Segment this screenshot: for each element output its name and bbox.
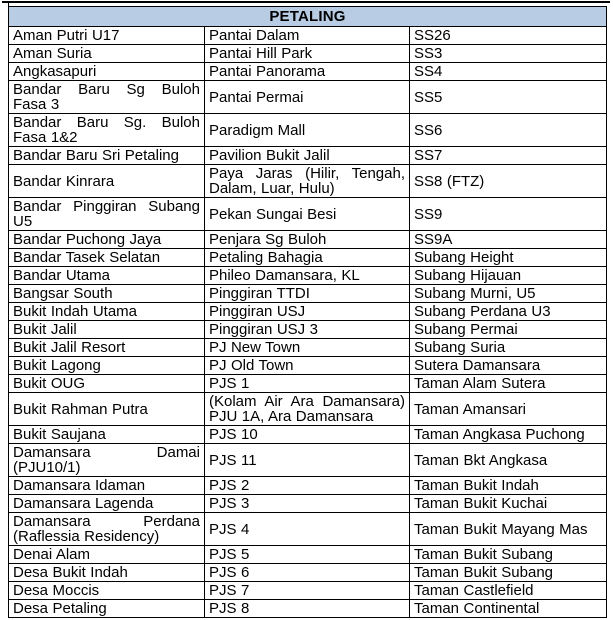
table-cell: Subang Murni, U5 xyxy=(410,285,607,303)
table-cell: Denai Alam xyxy=(9,546,205,564)
table-row xyxy=(9,582,607,600)
table-cell: Pantai Panorama xyxy=(205,63,410,81)
table-row xyxy=(9,303,607,321)
table-cell: PJS 3 xyxy=(205,495,410,513)
table-cell: Bandar Puchong Jaya xyxy=(9,231,205,249)
table-cell: SS8 (FTZ) xyxy=(410,165,607,198)
table-cell: SS5 xyxy=(410,81,607,114)
table-cell: SS7 xyxy=(410,147,607,165)
table-cell: Taman Bukit Subang xyxy=(410,546,607,564)
table-cell: Desa Bukit Indah xyxy=(9,564,205,582)
table-cell: SS6 xyxy=(410,114,607,147)
table-row xyxy=(9,45,607,63)
table-cell: PJS 11 xyxy=(205,444,410,477)
table-cell: Aman Suria xyxy=(9,45,205,63)
table-cell: Taman Bukit Mayang Mas xyxy=(410,513,607,546)
table-cell: Bandar Tasek Selatan xyxy=(9,249,205,267)
table-cell: Bandar Pinggiran Subang U5 xyxy=(9,198,205,231)
table-cell: Bukit Indah Utama xyxy=(9,303,205,321)
table-row xyxy=(9,357,607,375)
table-cell: Taman Castlefield xyxy=(410,582,607,600)
table-row xyxy=(9,513,607,546)
table-cell: Taman Bkt Angkasa xyxy=(410,444,607,477)
table-cell: PJS 7 xyxy=(205,582,410,600)
cropped-content-edge xyxy=(2,1,610,3)
table-cell: PJS 10 xyxy=(205,426,410,444)
table-row xyxy=(9,81,607,114)
table-row xyxy=(9,267,607,285)
table-row xyxy=(9,426,607,444)
table-cell: SS3 xyxy=(410,45,607,63)
table-cell: Taman Amansari xyxy=(410,393,607,426)
table-cell: (Kolam Air Ara Damansara) PJU 1A, Ara Damansara xyxy=(205,393,410,426)
table-cell: SS9 xyxy=(410,198,607,231)
table-cell: Bukit Jalil Resort xyxy=(9,339,205,357)
table-cell: Desa Petaling xyxy=(9,600,205,618)
table-cell: Phileo Damansara, KL xyxy=(205,267,410,285)
table-cell: Taman Angkasa Puchong xyxy=(410,426,607,444)
table-row xyxy=(9,477,607,495)
table-cell: Pavilion Bukit Jalil xyxy=(205,147,410,165)
table-cell: Pinggiran USJ 3 xyxy=(205,321,410,339)
table-cell: PJS 2 xyxy=(205,477,410,495)
petaling-area-table xyxy=(8,6,607,618)
table-row xyxy=(9,321,607,339)
table-row xyxy=(9,165,607,198)
table-cell: Pinggiran USJ xyxy=(205,303,410,321)
table-cell: Pantai Permai xyxy=(205,81,410,114)
table-cell: Taman Bukit Kuchai xyxy=(410,495,607,513)
table-cell: Bukit Saujana xyxy=(9,426,205,444)
table-cell: Damansara Perdana (Raflessia Residency) xyxy=(9,513,205,546)
table-cell: Penjara Sg Buloh xyxy=(205,231,410,249)
table-cell: SS9A xyxy=(410,231,607,249)
table-cell: SS4 xyxy=(410,63,607,81)
table-cell: Pekan Sungai Besi xyxy=(205,198,410,231)
table-cell: Subang Suria xyxy=(410,339,607,357)
table-cell: Aman Putri U17 xyxy=(9,27,205,45)
table-cell: Angkasapuri xyxy=(9,63,205,81)
table-cell: Bukit Rahman Putra xyxy=(9,393,205,426)
table-cell: Bandar Baru Sg. Buloh Fasa 1&2 xyxy=(9,114,205,147)
table-header xyxy=(9,7,607,27)
table-cell: Bukit Lagong xyxy=(9,357,205,375)
table-cell: PJS 8 xyxy=(205,600,410,618)
table-cell: Damansara Damai (PJU10/1) xyxy=(9,444,205,477)
table-cell: Subang Height xyxy=(410,249,607,267)
table-row xyxy=(9,198,607,231)
table-row xyxy=(9,375,607,393)
table-cell: Subang Perdana U3 xyxy=(410,303,607,321)
table-cell: Taman Alam Sutera xyxy=(410,375,607,393)
table-row xyxy=(9,444,607,477)
table-cell: PJS 5 xyxy=(205,546,410,564)
table-row xyxy=(9,564,607,582)
table-row xyxy=(9,249,607,267)
table-row xyxy=(9,546,607,564)
table-cell: Bandar Kinrara xyxy=(9,165,205,198)
table-cell: Bangsar South xyxy=(9,285,205,303)
table-row xyxy=(9,600,607,618)
table-cell: Pinggiran TTDI xyxy=(205,285,410,303)
table-cell: Sutera Damansara xyxy=(410,357,607,375)
table-row xyxy=(9,393,607,426)
table-cell: Damansara Lagenda xyxy=(9,495,205,513)
table-cell: Bandar Baru Sg Buloh Fasa 3 xyxy=(9,81,205,114)
table-cell: Taman Continental xyxy=(410,600,607,618)
table-cell: Taman Bukit Subang xyxy=(410,564,607,582)
table-row xyxy=(9,147,607,165)
table-cell: Subang Hijauan xyxy=(410,267,607,285)
table-row xyxy=(9,63,607,81)
table-cell: Bukit Jalil xyxy=(9,321,205,339)
table-cell: PJS 6 xyxy=(205,564,410,582)
table-cell: Desa Moccis xyxy=(9,582,205,600)
table-cell: Pantai Hill Park xyxy=(205,45,410,63)
table-row xyxy=(9,495,607,513)
table-cell: Damansara Idaman xyxy=(9,477,205,495)
table-cell: Taman Bukit Indah xyxy=(410,477,607,495)
table-cell: PJ New Town xyxy=(205,339,410,357)
table-cell: Pantai Dalam xyxy=(205,27,410,45)
table-cell: PJS 1 xyxy=(205,375,410,393)
table-cell: Bandar Utama xyxy=(9,267,205,285)
table-body xyxy=(9,27,607,618)
table-cell: Petaling Bahagia xyxy=(205,249,410,267)
table-cell: Paradigm Mall xyxy=(205,114,410,147)
table-cell: PJS 4 xyxy=(205,513,410,546)
table-cell: Subang Permai xyxy=(410,321,607,339)
table-cell: PJ Old Town xyxy=(205,357,410,375)
table-cell: Bukit OUG xyxy=(9,375,205,393)
table-row xyxy=(9,285,607,303)
table-title: PETALING xyxy=(9,7,607,27)
table-row xyxy=(9,114,607,147)
table-cell: Paya Jaras (Hilir, Tengah, Dalam, Luar, Hulu) xyxy=(205,165,410,198)
table-title-row xyxy=(9,7,607,27)
table-row xyxy=(9,231,607,249)
table-cell: Bandar Baru Sri Petaling xyxy=(9,147,205,165)
table-row xyxy=(9,339,607,357)
table-row xyxy=(9,27,607,45)
table-cell: SS26 xyxy=(410,27,607,45)
